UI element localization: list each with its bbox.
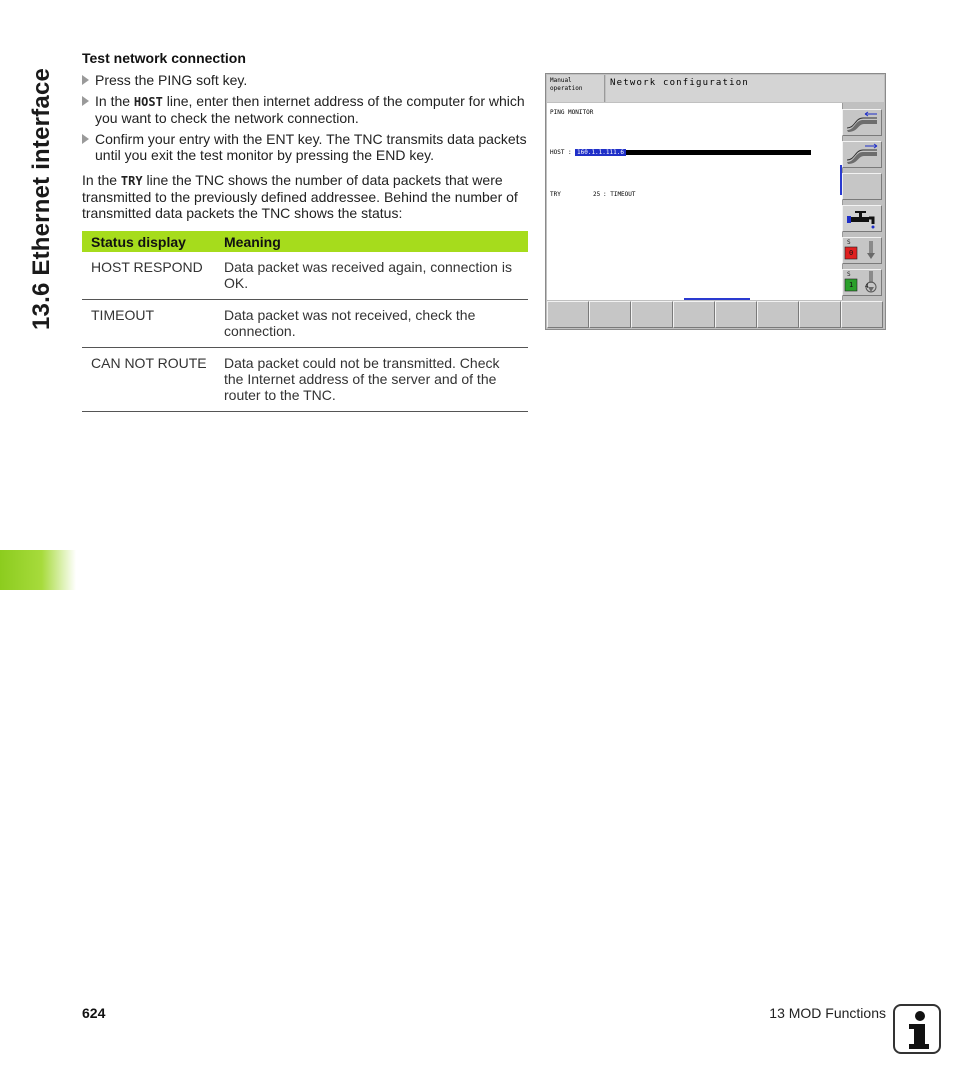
softkey-5[interactable] [715, 301, 757, 328]
screen-title: Network configuration [606, 75, 884, 102]
softkey-empty[interactable] [842, 173, 882, 200]
softkey-forward-arrow[interactable] [842, 141, 882, 168]
footer-chapter-title: 13 MOD Functions [769, 1005, 886, 1021]
host-address-value: 160.1.1.111.6 [577, 149, 624, 156]
try-label: TRY [550, 191, 561, 198]
spindle-on-label: 1 [849, 281, 854, 289]
softkey-coolant[interactable] [842, 205, 882, 232]
chapter-tab-marker [0, 550, 76, 590]
try-status: : TIMEOUT [603, 191, 636, 198]
softkey-8[interactable] [841, 301, 883, 328]
table-header-row [82, 231, 528, 252]
host-label: HOST : [550, 149, 572, 156]
softkey-3[interactable] [631, 301, 673, 328]
mode-line: Manual [550, 77, 572, 84]
table-header-cell: Meaning [215, 231, 528, 252]
softkey-7[interactable] [799, 301, 841, 328]
mode-line: operation [550, 85, 583, 92]
section-heading: Test network connection [82, 50, 246, 66]
softkey-6[interactable] [757, 301, 799, 328]
instruction-text: line, enter then internet address of the computer for which you want to check the network connection. [95, 93, 525, 126]
code-keyword: HOST [133, 95, 163, 109]
softkey-4[interactable] [673, 301, 715, 328]
table-row [82, 300, 528, 348]
info-i-glyph [895, 1006, 939, 1052]
bullet-arrow-icon [82, 134, 89, 144]
paragraph-text: line the TNC shows the number of data packets that were transmitted to the previously defined addressee. Behind the number of transmitted data packets the TNC shows the status: [82, 172, 518, 221]
machine-back-icon [843, 110, 881, 135]
table-cell-meaning: Data packet was not received, check the connection. [215, 300, 528, 348]
instruction-item [82, 72, 528, 88]
softkey-2[interactable] [589, 301, 631, 328]
softkey-spindle-off[interactable] [842, 237, 882, 264]
table-cell-status: HOST RESPOND [82, 252, 215, 300]
operating-mode-label [547, 75, 605, 102]
machine-forward-icon [843, 142, 881, 167]
ping-monitor-label: PING MONITOR [550, 109, 594, 116]
instruction-text: Press the PING soft key. [95, 72, 248, 88]
table-cell-status: TIMEOUT [82, 300, 215, 348]
softkey-spindle-on[interactable] [842, 269, 882, 296]
status-table [82, 231, 528, 412]
table-cell-status: CAN NOT ROUTE [82, 348, 215, 412]
horizontal-softkey-bar [547, 301, 884, 328]
instruction-text: Confirm your entry with the ENT key. The TNC transmits data packets until you exit the test monitor by pressing the END key. [95, 131, 527, 163]
tnc-screen-screenshot [545, 73, 886, 330]
spindle-s-label: S [847, 271, 851, 278]
spindle-direction-label: 4 [865, 283, 869, 290]
bullet-arrow-icon [82, 96, 89, 106]
code-keyword: TRY [120, 174, 143, 188]
bullet-arrow-icon [82, 75, 89, 85]
page-number: 624 [82, 1005, 106, 1021]
softkey-back-arrow[interactable] [842, 109, 882, 136]
explanation-paragraph [82, 172, 528, 221]
spindle-s-label: S [847, 239, 851, 246]
table-cell-meaning: Data packet could not be transmitted. Check the Internet address of the server and of the router to the TNC. [215, 348, 528, 412]
table-row [82, 348, 528, 412]
paragraph-text: In the [82, 172, 121, 188]
main-content [82, 50, 528, 412]
chapter-side-title: 13.6 Ethernet interface [28, 67, 55, 330]
info-icon [893, 1004, 941, 1054]
table-cell-meaning: Data packet was received again, connection is OK. [215, 252, 528, 300]
instruction-item [82, 93, 528, 126]
table-row [82, 252, 528, 300]
try-count: 25 [593, 191, 601, 198]
coolant-tap-icon [843, 206, 881, 231]
table-header-cell: Status display [82, 231, 215, 252]
instruction-item [82, 131, 528, 163]
instruction-text: In the [95, 93, 134, 109]
page-indicator [684, 298, 750, 300]
softkey-1[interactable] [547, 301, 589, 328]
instruction-list [82, 72, 528, 163]
spindle-off-label: 0 [849, 249, 854, 257]
screen-main-area [547, 103, 843, 300]
vertical-softkey-bar [840, 103, 884, 300]
